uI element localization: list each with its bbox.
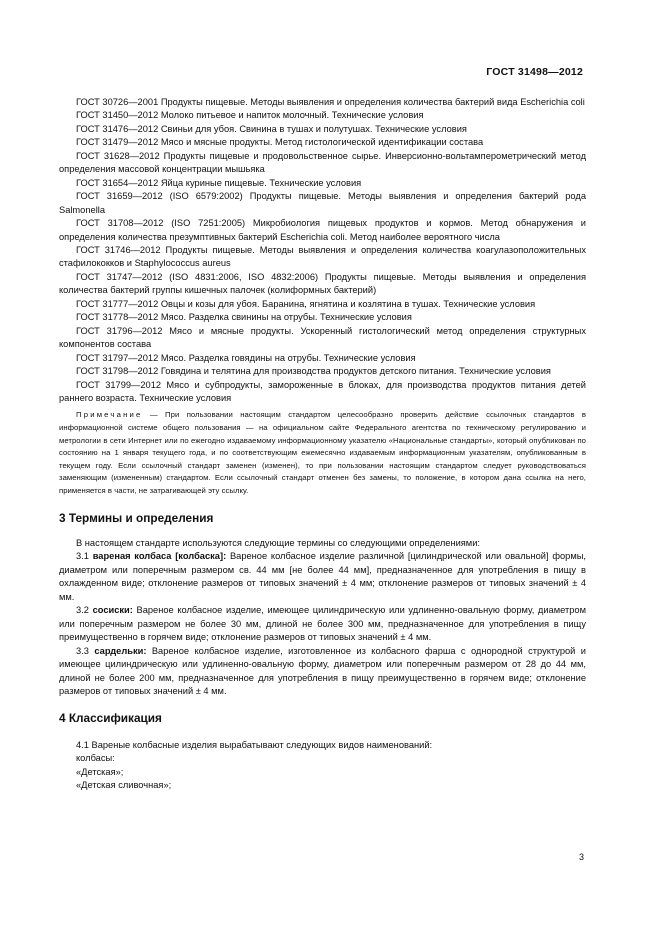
reference-item: ГОСТ 31777—2012 Овцы и козы для убоя. Баранина, ягнятина и козлятина в тушах. Технические условия xyxy=(76,298,536,309)
section-4-heading: 4 Классификация xyxy=(59,711,162,726)
page-number: 3 xyxy=(578,852,584,862)
reference-item: ГОСТ 31747—2012 (ISO 4831:2006, ISO 4832:2006) Продукты пищевые. Методы выявления и определения количества бактерий группы кишечных палочек (колиформных бактерий) xyxy=(59,271,586,296)
reference-item: ГОСТ 31708—2012 (ISO 7251:2005) Микробиология пищевых продуктов и кормов. Метод обнаружения и определения количества презумптивных бактерий Escherichia coli. Метод наиболее вероятного числа xyxy=(59,218,586,242)
term-number: 3.1 xyxy=(76,551,89,562)
reference-item: ГОСТ 31796—2012 Мясо и мясные продукты. Ускоренный гистологический метод определения структурных компонентов состава xyxy=(59,325,586,350)
reference-item: ГОСТ 31746—2012 Продукты пищевые. Методы выявления и определения количества коагулазоположительных стафилококков и Staphylococcus aureus xyxy=(59,244,586,269)
classification-line: колбасы: xyxy=(76,753,115,764)
term-name: сосиски: xyxy=(92,605,133,616)
document-code-header: ГОСТ 31498—2012 xyxy=(486,66,583,78)
term-text: Вареное колбасное изделие, имеющее цилиндрическую или удлиненно-овальную форму, диаметром или поперечным размером не более 30 мм, длиной не более 300 мм, предназначенное для употребления в пищу преимущественно в горячем виде; отклонение размеров от типовых значений ± 4 мм. xyxy=(59,605,586,643)
reference-item: ГОСТ 31654—2012 Яйца куриные пищевые. Технические условия xyxy=(76,177,362,188)
reference-item: ГОСТ 31778—2012 Мясо. Разделка свинины на отрубы. Технические условия xyxy=(76,312,412,323)
term-definition xyxy=(59,550,586,604)
term-definition xyxy=(59,604,586,644)
term-number: 3.2 xyxy=(76,605,89,616)
classification-line: «Детская»; xyxy=(76,766,124,777)
section-3-heading: 3 Термины и определения xyxy=(59,510,214,525)
note-label: Примечание xyxy=(76,410,143,420)
section-4-intro: 4.1 Вареные колбасные изделия вырабатывают следующих видов наименований: xyxy=(76,739,433,750)
reference-item: ГОСТ 31659—2012 (ISO 6579:2002) Продукты пищевые. Методы выявления и определения бактерий рода Salmonella xyxy=(59,191,586,215)
normative-references-list xyxy=(59,96,586,405)
reference-item: ГОСТ 31799—2012 Мясо и субпродукты, замороженные в блоках, для производства продуктов питания детей раннего возраста. Технические условия xyxy=(59,379,586,403)
term-name: вареная колбаса [колбаска]: xyxy=(92,551,227,562)
classification-line: «Детская сливочная»; xyxy=(76,780,172,791)
term-text: Вареное колбасное изделие различной [цилиндрической или овальной] формы, диаметром или поперечным размером св. 44 мм [не более 44 мм], предназначенное для употребления в пищу в охлажденном виде; отклонение размеров от типовых значений ± 4 мм; отклонение размеров от типовых значений ± 4 мм. xyxy=(59,551,586,602)
term-number: 3.3 xyxy=(76,645,89,656)
reference-item: ГОСТ 31797—2012 Мясо. Разделка говядины на отрубы. Технические условия xyxy=(76,352,416,363)
reference-note xyxy=(59,409,586,497)
note-text: — При пользовании настоящим стандартом целесообразно проверить действие ссылочных стандартов в информационной системе общего пользования — на официальном сайте Федерального агентства по техническому регулированию и метрологии в сети Интернет или по ежегодно издаваемому информационному указателю «Национальные стандарты», который опубликован по состоянию на 1 января текущего года, и по соответствующим ежемесячно издаваемым информационным указателям, опубликованным в текущем году. Если ссылочный стандарт заменен (изменен), то при пользовании настоящим стандартом следует руководствоваться заменяющим (измененным) стандартом. Если ссылочный стандарт отменен без замены, то положение, в котором дана ссылка на него, применяется в части, не затрагивающей эту ссылку. xyxy=(59,410,586,495)
page-content xyxy=(59,96,586,793)
section-3-intro: В настоящем стандарте используются следующие термины со следующими определениями: xyxy=(76,538,480,549)
reference-item: ГОСТ 31628—2012 Продукты пищевые и продовольственное сырье. Инверсионно-вольтамперометрический метод определения массовой концентрации мышьяка xyxy=(59,150,586,175)
reference-item: ГОСТ 31450—2012 Молоко питьевое и напиток молочный. Технические условия xyxy=(76,110,424,121)
reference-item: ГОСТ 31479—2012 Мясо и мясные продукты. Метод гистологической идентификации состава xyxy=(76,137,484,148)
term-definition xyxy=(59,645,586,699)
reference-item: ГОСТ 31476—2012 Свиньи для убоя. Свинина в тушах и полутушах. Технические условия xyxy=(76,123,467,134)
term-name: сардельки: xyxy=(94,645,147,656)
term-text: Вареное колбасное изделие, изготовленное из колбасного фарша с однородной структурой и имеющее цилиндрическую или удлиненно-овальную форму, диаметром или поперечным размером от 28 до 44 мм, длиной не более 200 мм, предназначенное для употребления в пищу преимущественно в горячем виде; отклонение размеров от типовых значений ± 4 мм. xyxy=(59,645,586,697)
reference-item: ГОСТ 31798—2012 Говядина и телятина для производства продуктов детского питания. Технические условия xyxy=(76,366,551,377)
reference-item: ГОСТ 30726—2001 Продукты пищевые. Методы выявления и определения количества бактерий вида Escherichia coli xyxy=(76,97,585,107)
